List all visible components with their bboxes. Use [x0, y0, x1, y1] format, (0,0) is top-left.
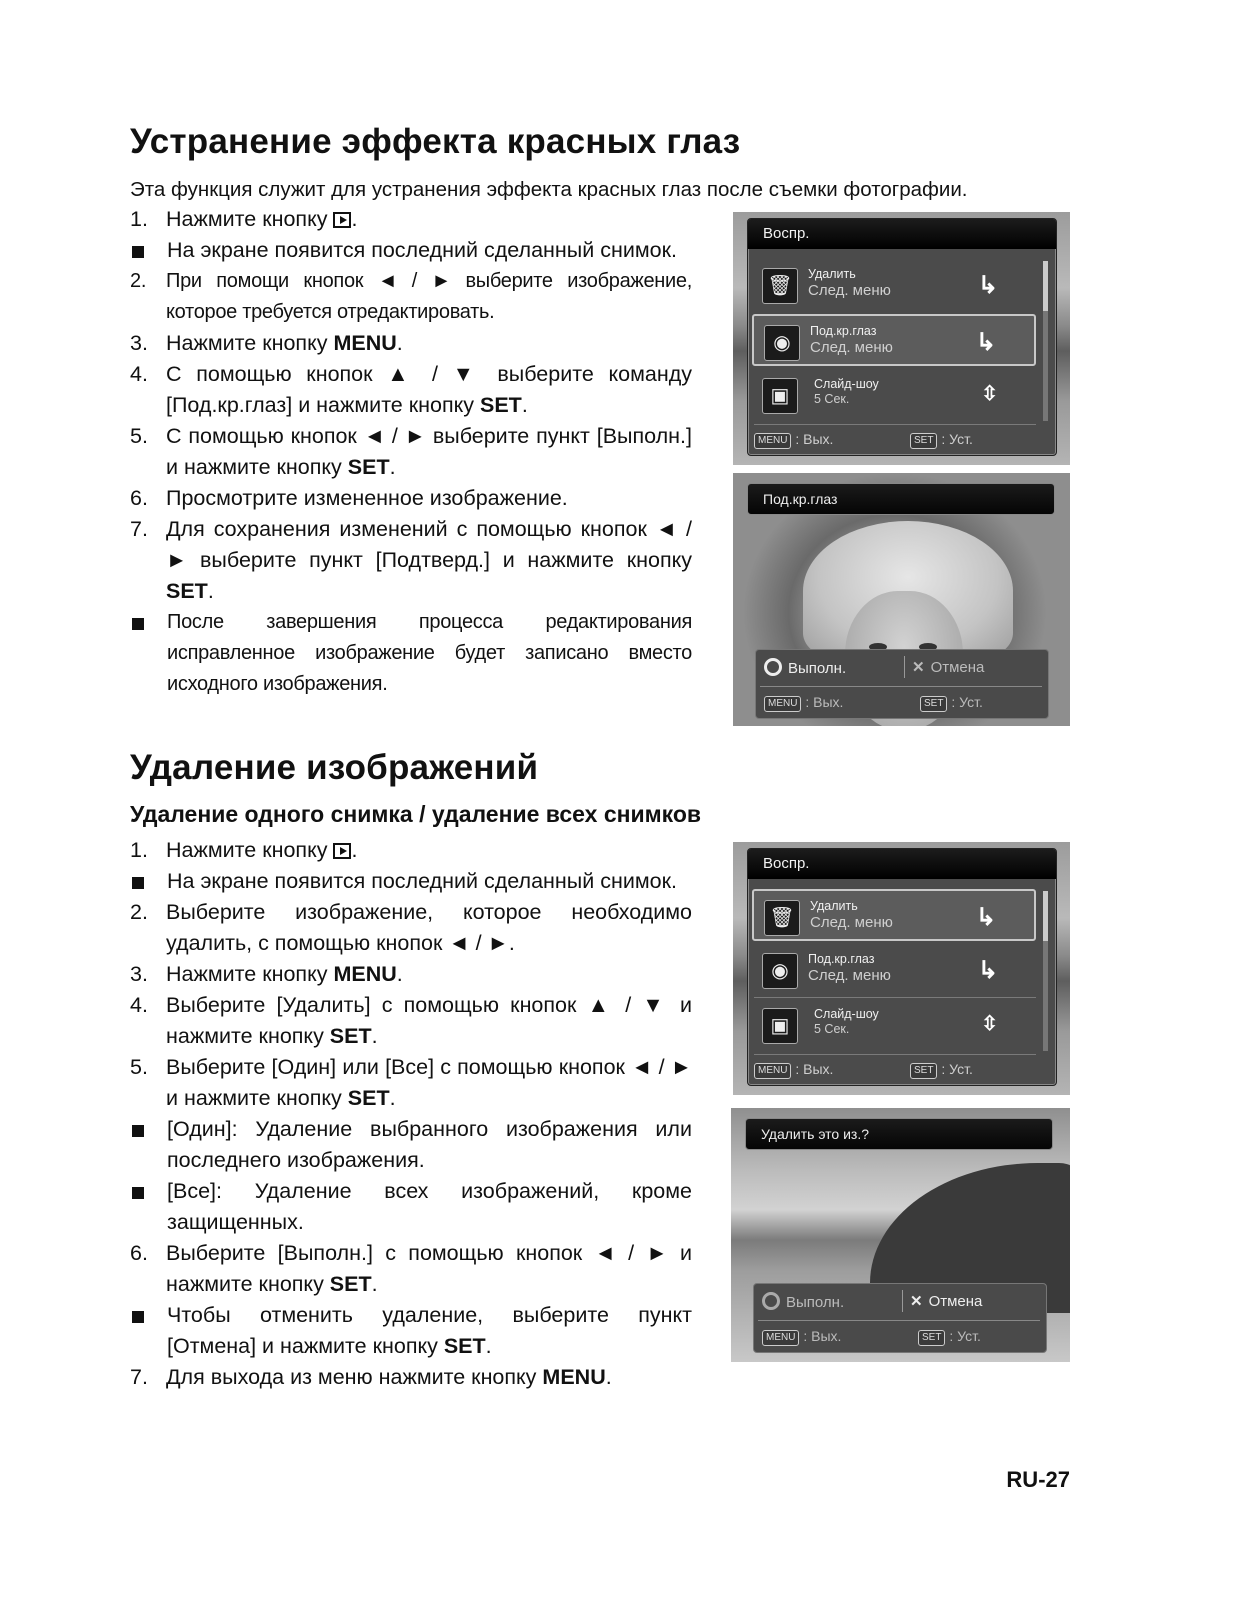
cancel-x-icon: ✕ — [910, 1293, 923, 1310]
red-eye-icon: ◉ — [764, 325, 800, 361]
menu-item-red-eye: ◉ Под.кр.глаз След. меню ↳ — [752, 944, 1036, 996]
divider — [754, 997, 1036, 998]
step-4: 4. Выберите [Удалить] с помощью кнопок ▲ / ▼ и нажмите кнопку SET. — [130, 993, 692, 1048]
menu-footer: MENU : Вых. SET : Уст. — [754, 431, 1048, 449]
bullet: На экране появится последний сделанный снимок. — [130, 866, 692, 897]
step-5: 5. С помощью кнопок ◄ / ► выберите пункт [Выполн.] и нажмите кнопку SET. — [130, 424, 692, 479]
bullet-square — [132, 877, 144, 889]
menu-footer: MENU : Вых. SET : Уст. — [754, 1061, 1048, 1079]
scrollbar — [1043, 891, 1048, 1051]
intro-text: Эта функция служит для устранения эффекта красных глаз после съемки фотографии. — [130, 178, 968, 201]
bullet-square — [132, 1187, 144, 1199]
subsection-title: Удаление одного снимка / удаление всех снимков — [130, 801, 702, 827]
divider — [754, 424, 1036, 425]
step-7: 7. Для выхода из меню нажмите кнопку MENU. — [130, 1365, 612, 1389]
submenu-arrow-icon: ↳ — [977, 957, 998, 984]
playback-icon — [333, 212, 351, 228]
cancel-x-icon: ✕ — [912, 659, 925, 676]
step-3: 3. Нажмите кнопку MENU. — [130, 962, 403, 986]
bullet: [Все]: Удаление всех изображений, кроме защищенных. — [130, 1176, 692, 1238]
menu-panel — [747, 848, 1057, 1086]
page-number: RU-27 — [1006, 1467, 1070, 1492]
menu-item-slideshow: ▣ Слайд-шоу 5 Сек. ⇳ — [752, 999, 1036, 1051]
step-1: 1. Нажмите кнопку . — [130, 207, 358, 231]
screenshot-delete-dialog — [731, 1108, 1070, 1362]
menu-item-slideshow: ▣ Слайд-шоу 5 Сек. ⇳ — [752, 369, 1036, 421]
dialog-footer: MENU : Вых. SET : Уст. — [762, 1328, 1038, 1346]
red-eye-icon: ◉ — [762, 953, 798, 989]
submenu-arrow-icon: ↳ — [977, 272, 998, 299]
slideshow-toggle-icon: ⇳ — [981, 383, 998, 405]
delete-steps — [130, 835, 692, 1393]
step-3: 3. Нажмите кнопку MENU. — [130, 331, 403, 355]
step-1: 1. Нажмите кнопку . — [130, 838, 358, 862]
trash-icon: 🗑 — [762, 268, 798, 304]
dialog-footer: MENU : Вых. SET : Уст. — [764, 694, 1040, 712]
scrollbar — [1043, 261, 1048, 421]
bullet-square — [132, 1125, 144, 1137]
menu-item-red-eye: ◉ Под.кр.глаз След. меню ↳ — [752, 314, 1036, 366]
bullet-square — [132, 246, 144, 258]
dialog-box — [755, 649, 1049, 719]
menu-panel — [747, 218, 1057, 456]
submenu-arrow-icon: ↳ — [975, 329, 996, 356]
bullet-square — [132, 1311, 144, 1323]
option-cancel: ✕ Отмена — [910, 1293, 983, 1310]
playback-icon — [333, 843, 351, 859]
option-cancel: ✕ Отмена — [912, 659, 985, 676]
trash-icon: 🗑 — [764, 900, 800, 936]
step-2: 2. При помощи кнопок ◄ / ► выберите изображение, которое требуется отредактировать. — [130, 270, 692, 323]
screenshot-playback-menu-2 — [733, 842, 1070, 1095]
ok-circle-icon — [762, 1292, 780, 1310]
submenu-arrow-icon: ↳ — [975, 904, 996, 931]
bullet: [Один]: Удаление выбранного изображения или последнего изображения. — [130, 1114, 692, 1176]
option-execute: Выполн. — [764, 658, 846, 677]
screenshot-red-eye-dialog — [733, 473, 1070, 726]
menu-item-delete: 🗑 Удалить След. меню ↳ — [752, 259, 1036, 311]
step-7: 7. Для сохранения изменений с помощью кнопок ◄ / ► выберите пункт [Подтверд.] и нажмите кнопку SET. — [130, 517, 692, 603]
bullet: Чтобы отменить удаление, выберите пункт [Отмена] и нажмите кнопку SET. — [130, 1300, 692, 1362]
step-6: 6. Просмотрите измененное изображение. — [130, 486, 568, 510]
menu-item-delete: 🗑 Удалить След. меню ↳ — [752, 889, 1036, 941]
dialog-title: Удалить это из.? — [745, 1118, 1053, 1150]
slideshow-icon: ▣ — [762, 1008, 798, 1044]
step-6: 6. Выберите [Выполн.] с помощью кнопок ◄ / ► и нажмите кнопку SET. — [130, 1241, 692, 1296]
option-execute: Выполн. — [762, 1292, 844, 1311]
step-5: 5. Выберите [Один] или [Все] с помощью кнопок ◄ / ► и нажмите кнопку SET. — [130, 1055, 692, 1110]
dialog-box — [753, 1283, 1047, 1353]
ok-circle-icon — [764, 658, 782, 676]
divider — [754, 1054, 1036, 1055]
section-title-red-eye: Устранение эффекта красных глаз — [130, 122, 741, 161]
section-title-delete: Удаление изображений — [130, 748, 539, 787]
step-2: 2. Выберите изображение, которое необходимо удалить, с помощью кнопок ◄ / ►. — [130, 900, 692, 955]
menu-title: Воспр. — [748, 219, 1056, 249]
screenshot-playback-menu-1 — [733, 212, 1070, 465]
bullet: После завершения процесса редактирования исправленное изображение будет записано вместо исходного изображения. — [130, 607, 692, 700]
red-eye-steps — [130, 204, 692, 700]
menu-title: Воспр. — [748, 849, 1056, 879]
bullet: На экране появится последний сделанный снимок. — [130, 235, 692, 266]
bullet-square — [132, 618, 144, 630]
dialog-title: Под.кр.глаз — [747, 483, 1055, 515]
slideshow-icon: ▣ — [762, 378, 798, 414]
step-4: 4. С помощью кнопок ▲ / ▼ выберите команду [Под.кр.глаз] и нажмите кнопку SET. — [130, 362, 692, 417]
slideshow-toggle-icon: ⇳ — [981, 1013, 998, 1035]
